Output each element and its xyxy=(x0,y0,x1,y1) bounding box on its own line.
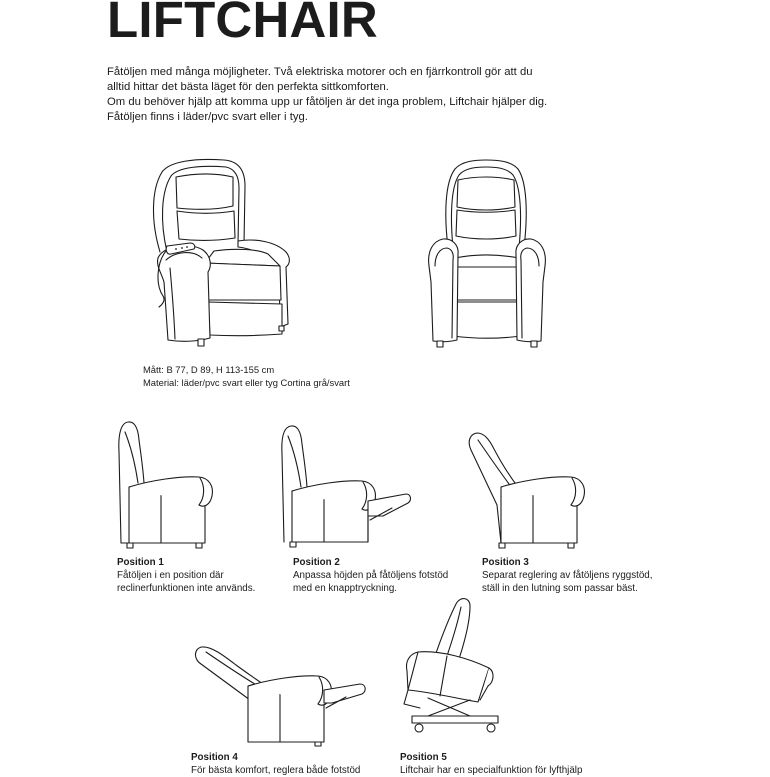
position-4-caption xyxy=(191,751,361,776)
line-art-stroke xyxy=(456,210,516,239)
line-art-stroke xyxy=(568,543,574,548)
intro-line: Om du behöver hjälp att komma upp ur fåtöljen är det inga problem, Liftchair hjälper dig. xyxy=(107,96,548,108)
line-art-stroke xyxy=(175,248,177,250)
chair-backrest xyxy=(153,159,245,252)
position-label: Position 5 xyxy=(400,752,447,763)
line-art-stroke xyxy=(315,742,321,746)
line-art-stroke xyxy=(437,341,443,347)
chair-armrest-right xyxy=(516,239,545,342)
line-art-stroke xyxy=(125,432,138,483)
chair-position-2-illustration xyxy=(272,420,414,552)
chair-illustration-angled xyxy=(145,155,295,355)
line-art-stroke xyxy=(181,247,183,249)
chair-position-5-illustration xyxy=(398,592,506,738)
line-art-stroke xyxy=(290,542,296,547)
chair-seat-cushion xyxy=(205,249,281,300)
chair-frame xyxy=(248,676,331,746)
chair-body xyxy=(406,652,493,702)
spec-block xyxy=(143,363,350,389)
intro-line: Fåtöljen finns i läder/pvc svart eller i tyg. xyxy=(107,111,308,123)
lift-mechanism xyxy=(412,698,498,732)
position-description-line: reclinerfunktionen inte används. xyxy=(117,583,256,594)
line-art-stroke xyxy=(408,652,489,702)
line-art-stroke xyxy=(457,177,515,210)
line-art-stroke xyxy=(404,690,420,708)
chair-position-1-illustration xyxy=(110,415,220,555)
line-art-stroke xyxy=(279,326,284,331)
position-description-line: med en knapptryckning. xyxy=(293,583,398,594)
position-label: Position 3 xyxy=(482,557,529,568)
chair-frame xyxy=(282,426,376,547)
line-art-stroke xyxy=(455,255,519,267)
line-art-stroke xyxy=(415,724,423,732)
line-art-stroke xyxy=(158,245,211,341)
position-description-line: Fåtöljen i en position där xyxy=(117,570,224,581)
chair-seat-cushion xyxy=(453,255,521,300)
line-art-stroke xyxy=(127,543,133,548)
line-art-stroke xyxy=(412,716,498,723)
line-art-stroke xyxy=(186,246,188,248)
position-description-line: Anpassa höjden på fåtöljens fotstöd xyxy=(293,570,449,581)
position-description-line: För bästa komfort, reglera både fotstöd xyxy=(191,765,361,776)
position-description-line: Separat reglering av fåtöljens ryggstöd, xyxy=(482,570,653,581)
chair-backrest xyxy=(446,160,526,248)
line-art-stroke xyxy=(176,174,233,209)
line-art-stroke xyxy=(208,302,282,336)
position-1-caption xyxy=(117,556,255,595)
line-art-stroke xyxy=(205,263,281,300)
intro-line: Fåtöljen med många möjligheter. Två elektriska motorer och en fjärrkontroll gör att du xyxy=(107,66,533,78)
line-art-stroke xyxy=(196,543,202,548)
chair-illustration-front xyxy=(420,155,555,355)
line-art-stroke xyxy=(198,339,204,346)
position-description-line: Liftchair har en specialfunktion för lyfthjälp xyxy=(400,765,583,776)
chair-feet xyxy=(437,341,537,347)
line-art-stroke xyxy=(531,341,537,347)
chair-footrest xyxy=(208,302,282,336)
chair-frame xyxy=(499,477,584,548)
position-label: Position 1 xyxy=(117,557,164,568)
chair-position-3-illustration xyxy=(462,428,594,552)
chair-armrest-left xyxy=(158,245,211,341)
line-art-stroke xyxy=(429,239,458,342)
line-art-stroke xyxy=(453,267,521,300)
position-3-caption xyxy=(482,556,652,595)
chair-footrest xyxy=(404,690,420,708)
position-label: Position 2 xyxy=(293,557,340,568)
position-5-caption xyxy=(400,751,583,776)
line-art-stroke xyxy=(499,543,505,548)
chair-position-4-illustration xyxy=(188,640,368,748)
spec-material: Material: läder/pvc svart eller tyg Cortina grå/svart xyxy=(143,377,350,388)
line-art-stroke xyxy=(516,239,545,342)
line-art-stroke xyxy=(288,436,301,487)
line-art-stroke xyxy=(177,211,235,240)
position-description-line: ställ in den lutning som passar bäst. xyxy=(482,583,638,594)
position-label: Position 4 xyxy=(191,752,238,763)
line-art-stroke xyxy=(487,724,495,732)
chair-armrest-left xyxy=(429,239,458,342)
spec-dimensions: Mått: B 77, D 89, H 113-155 cm xyxy=(143,364,275,375)
intro-line: alltid hittar det bästa läget för den perfekta sittkomforten. xyxy=(107,81,389,93)
position-2-caption xyxy=(293,556,448,595)
chair-feet xyxy=(127,543,202,548)
line-art-stroke xyxy=(478,440,512,488)
line-art-stroke xyxy=(497,505,501,543)
line-art-stroke xyxy=(206,652,258,686)
page-title: LIFTCHAIR xyxy=(107,0,378,48)
chair-footrest xyxy=(453,302,521,338)
chair-footrest xyxy=(368,494,410,542)
intro-paragraph xyxy=(107,65,547,125)
line-art-stroke xyxy=(453,302,521,338)
